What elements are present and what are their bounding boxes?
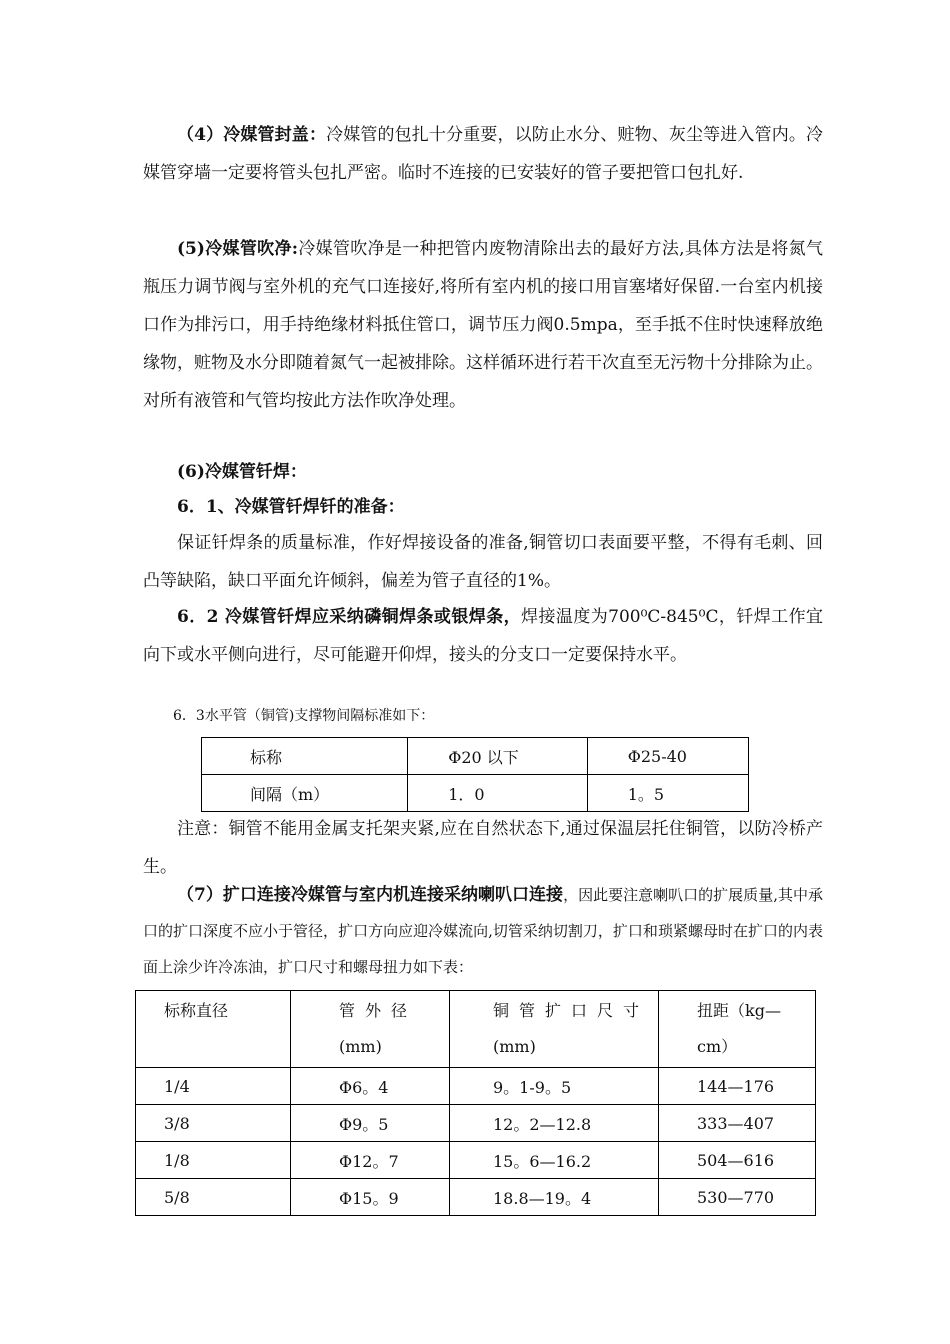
table-row — [202, 775, 749, 812]
table-cell: Φ20 以下 — [408, 738, 588, 775]
table-header-cell: 标称直径 — [136, 991, 291, 1068]
table-row — [136, 1105, 816, 1142]
section-4-text: 冷媒管的包扎十分重要，以防止水分、赃物、灰尘等进入管内。冷媒管穿墙一定要将管头包扎严密。临时不连接的已安装好的管子要把管口包扎好. — [143, 125, 823, 183]
note-paragraph: 注意：铜管不能用金属支托架夹紧,应在自然状态下,通过保温层托住铜管，以防冷桥产生。 — [143, 819, 823, 877]
table-cell: 3/8 — [136, 1105, 291, 1142]
table-header-row — [136, 991, 816, 1068]
header-unit: (mm) — [339, 1037, 382, 1056]
table-header-cell — [291, 991, 450, 1068]
table-cell: 1．0 — [408, 775, 588, 812]
section-6-1-text: 保证钎焊条的质量标准，作好焊接设备的准备,铜管切口表面要平整，不得有毛刺、回凸等缺陷，缺口平面允许倾斜，偏差为管子直径的1%。 — [143, 533, 823, 591]
table-cell: 1/4 — [136, 1068, 291, 1105]
table-cell: 530—770 — [659, 1179, 816, 1216]
table-header-cell — [450, 991, 659, 1068]
flare-size-table — [135, 990, 816, 1216]
section-5-heading: (5)冷媒管吹净: — [177, 239, 299, 259]
table-row — [136, 1068, 816, 1105]
header-unit: cm） — [697, 1037, 738, 1056]
section-6-2-paragraph — [143, 598, 823, 674]
header-unit: (mm) — [493, 1037, 536, 1056]
table-cell: 5/8 — [136, 1179, 291, 1216]
section-7-heading: （7）扩口连接冷媒管与室内机连接采纳喇叭口连接 — [177, 885, 564, 905]
table-cell: Φ9。5 — [291, 1105, 450, 1142]
table-cell: 504—616 — [659, 1142, 816, 1179]
support-spacing-table — [201, 737, 749, 812]
table-cell: 18.8—19。4 — [450, 1179, 659, 1216]
section-7-text: ，因此要注意喇叭口的扩展质量,其中承口的扩口深度不应小于管径，扩口方向应迎冷媒流向,切管采纳切割刀，扩口和琐紧螺母时在扩口的内表面上涂少许冷冻油，扩口尺寸和螺母扭力如下表： — [143, 886, 823, 976]
table-cell: 1。5 — [587, 775, 748, 812]
section-6-2-text: 焊接温度为700⁰C-845⁰C，钎焊工作宜向下或水平侧向进行，尽可能避开仰焊，接头的分支口一定要保持水平。 — [143, 607, 823, 665]
section-5-paragraph — [143, 230, 823, 420]
section-6-heading: (6)冷媒管钎焊： — [177, 462, 307, 482]
header-line: 管外径 — [339, 1001, 418, 1020]
table-cell: 12。2—12.8 — [450, 1105, 659, 1142]
section-6-2-heading: 6．2 冷媒管钎焊应采纳磷铜焊条或银焊条， — [177, 607, 522, 627]
table-row — [202, 738, 749, 775]
table-cell: 333—407 — [659, 1105, 816, 1142]
table-header-cell — [659, 991, 816, 1068]
table-cell: Φ6。4 — [291, 1068, 450, 1105]
section-7-paragraph — [143, 877, 823, 985]
table-cell: 144—176 — [659, 1068, 816, 1105]
header-line: 扭距（kg— — [697, 1001, 781, 1020]
table-cell: 9。1-9。5 — [450, 1068, 659, 1105]
section-4-paragraph — [143, 116, 823, 192]
table-cell: Φ15。9 — [291, 1179, 450, 1216]
section-6-3-heading: 6．3水平管（铜管)支撑物间隔标准如下： — [173, 708, 435, 724]
table-cell: Φ12。7 — [291, 1142, 450, 1179]
section-5-text: 冷媒管吹净是一种把管内废物清除出去的最好方法,具体方法是将氮气瓶压力调节阀与室外机的充气口连接好,将所有室内机的接口用盲塞堵好保留.一台室内机接口作为排污口，用手持绝缘材料抵住管口，调节压力阀0.5mpa，至手抵不住时快速释放绝缘物，赃物及水分即随着氮气一起被排除。这样循环进行若干次直至无污物十分排除为止。对所有液管和气管均按此方法作吹净处理。 — [143, 239, 823, 411]
table-cell: 15。6—16.2 — [450, 1142, 659, 1179]
table-cell: Φ25-40 — [587, 738, 748, 775]
table-cell: 1/8 — [136, 1142, 291, 1179]
section-4-heading: （4）冷媒管封盖： — [177, 125, 327, 145]
table-row — [136, 1142, 816, 1179]
table-row — [136, 1179, 816, 1216]
section-6-1-heading: 6．1、冷媒管钎焊钎的准备： — [177, 497, 405, 517]
table-cell: 标称 — [202, 738, 408, 775]
table-cell: 间隔（m） — [202, 775, 408, 812]
header-line: 铜管扩口尺寸 — [493, 1001, 650, 1020]
